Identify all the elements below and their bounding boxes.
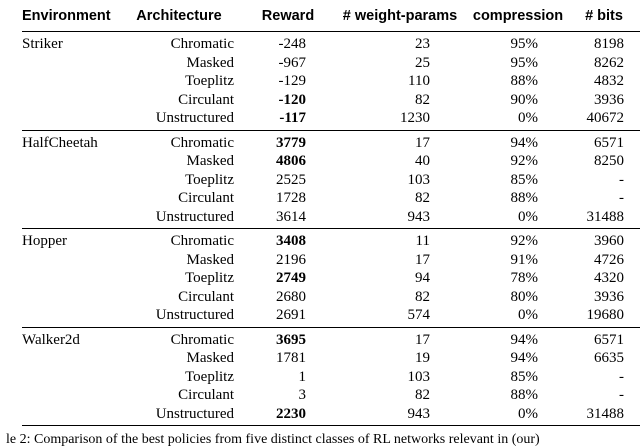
cell-weight-params: 11 [415,233,430,250]
cell-weight-params: 82 [415,190,430,207]
cell-environment [22,54,114,73]
cell-architecture: Toeplitz [185,270,234,287]
cell-bits: 6635 [594,350,624,367]
cell-bits: 3960 [594,233,624,250]
cell-compression: 88% [510,190,538,207]
header-bits: # bits [568,0,640,32]
cell-bits: 19680 [568,306,640,327]
cell-compression: 95% [510,36,538,53]
results-table [22,0,640,32]
table-row [22,405,640,426]
cell-weight-params: 1230 [332,109,468,130]
cell-compression: 85% [510,171,538,188]
cell-compression: 94% [510,134,538,151]
cell-compression: 94% [510,350,538,367]
cell-environment: HalfCheetah [22,134,98,151]
cell-compression: 95% [510,54,538,71]
cell-bits: 4832 [594,73,624,90]
cell-architecture: Unstructured [114,405,244,426]
table-row [22,386,640,405]
table-row [22,152,640,171]
cell-compression: 88% [510,387,538,404]
cell-architecture: Toeplitz [185,368,234,385]
environment-group [22,327,640,426]
cell-reward: 2680 [276,288,306,305]
cell-bits: 3936 [594,288,624,305]
table-row [22,306,640,327]
cell-reward: 1728 [276,190,306,207]
table-row [22,208,640,229]
cell-reward: 2196 [276,251,306,268]
cell-architecture: Chromatic [170,331,234,348]
table-row [22,229,640,251]
cell-reward: 2749 [276,270,306,287]
cell-environment [22,386,114,405]
cell-reward: 2525 [276,171,306,188]
environment-group [22,32,640,130]
table-caption: le 2: Comparison of the best policies from five distinct classes of RL networks relevant in (our) [6,432,540,447]
environment-group [22,130,640,229]
table-row [22,72,640,91]
cell-weight-params: 82 [415,387,430,404]
cell-weight-params: 25 [415,54,430,71]
table-row [22,269,640,288]
table-row [22,109,640,130]
cell-environment: Striker [22,36,63,52]
header-compression: compression [468,0,568,32]
cell-weight-params: 82 [415,288,430,305]
cell-bits: 8262 [594,54,624,71]
cell-environment [22,306,114,327]
cell-architecture: Chromatic [170,36,234,53]
cell-weight-params: 110 [408,73,430,90]
table-row [22,288,640,307]
cell-bits: - [619,387,624,404]
cell-weight-params: 943 [332,405,468,426]
cell-environment [22,269,114,288]
cell-architecture: Circulant [178,387,234,404]
cell-architecture: Toeplitz [185,171,234,188]
cell-environment [22,405,114,426]
cell-bits: 31488 [568,208,640,229]
cell-environment [22,189,114,208]
cell-weight-params: 17 [415,134,430,151]
cell-weight-params: 943 [332,208,468,229]
cell-compression: 92% [510,153,538,170]
cell-environment [22,349,114,368]
cell-weight-params: 23 [415,36,430,53]
cell-architecture: Circulant [178,190,234,207]
cell-architecture: Unstructured [114,109,244,130]
cell-compression: 92% [510,233,538,250]
cell-compression: 80% [510,288,538,305]
cell-weight-params: 82 [415,91,430,108]
cell-architecture: Masked [186,54,234,71]
cell-reward: -117 [244,109,332,130]
cell-environment [22,251,114,270]
cell-environment [22,72,114,91]
cell-reward: -248 [278,36,306,53]
cell-bits: - [619,368,624,385]
cell-bits: 4726 [594,251,624,268]
results-table-body [22,32,640,426]
cell-reward: 2230 [244,405,332,426]
cell-bits: 4320 [594,270,624,287]
cell-environment [22,152,114,171]
cell-weight-params: 19 [415,350,430,367]
cell-compression: 0% [468,208,568,229]
cell-bits: - [619,171,624,188]
header-weight-params: # weight-params [332,0,468,32]
cell-bits: 6571 [594,331,624,348]
cell-environment: Walker2d [22,331,80,348]
table-row [22,54,640,73]
results-table-container [22,0,640,426]
table-row [22,349,640,368]
cell-reward: 3779 [276,134,306,151]
cell-bits: - [619,190,624,207]
cell-environment [22,368,114,387]
header-architecture: Architecture [114,0,244,32]
cell-architecture: Masked [186,350,234,367]
cell-architecture: Unstructured [114,208,244,229]
cell-compression: 0% [468,405,568,426]
cell-bits: 40672 [568,109,640,130]
table-row [22,171,640,190]
cell-weight-params: 574 [332,306,468,327]
cell-compression: 88% [510,73,538,90]
cell-reward: -120 [278,91,306,108]
cell-environment [22,109,114,130]
cell-architecture: Circulant [178,288,234,305]
cell-environment [22,208,114,229]
cell-architecture: Masked [186,153,234,170]
table-row [22,368,640,387]
cell-bits: 6571 [594,134,624,151]
cell-reward: -967 [278,54,306,71]
cell-weight-params: 17 [415,331,430,348]
cell-reward: -129 [278,73,306,90]
cell-compression: 0% [468,109,568,130]
cell-weight-params: 17 [415,251,430,268]
cell-compression: 90% [510,91,538,108]
cell-architecture: Chromatic [170,233,234,250]
cell-reward: 3 [298,387,306,404]
cell-reward: 2691 [244,306,332,327]
cell-reward: 3408 [276,233,306,250]
table-row [22,130,640,152]
cell-environment [22,288,114,307]
cell-weight-params: 103 [407,171,430,188]
cell-weight-params: 103 [407,368,430,385]
cell-architecture: Masked [186,251,234,268]
header-environment: Environment [22,0,114,32]
cell-bits: 8250 [594,153,624,170]
cell-weight-params: 40 [415,153,430,170]
table-row [22,91,640,110]
table-row [22,32,640,54]
cell-bits: 8198 [594,36,624,53]
cell-compression: 94% [510,331,538,348]
cell-reward: 3695 [276,331,306,348]
cell-weight-params: 94 [415,270,430,287]
cell-architecture: Toeplitz [185,73,234,90]
cell-environment [22,171,114,190]
cell-reward: 3614 [244,208,332,229]
table-header-row [22,0,640,32]
cell-environment: Hopper [22,233,67,249]
cell-environment [22,91,114,110]
cell-bits: 3936 [594,91,624,108]
cell-reward: 4806 [276,153,306,170]
table-row [22,251,640,270]
cell-compression: 85% [510,368,538,385]
header-reward: Reward [244,0,332,32]
cell-reward: 1 [298,368,306,385]
cell-architecture: Circulant [178,91,234,108]
cell-compression: 91% [510,251,538,268]
cell-architecture: Unstructured [114,306,244,327]
table-row [22,189,640,208]
cell-architecture: Chromatic [170,134,234,151]
cell-bits: 31488 [568,405,640,426]
table-row [22,327,640,349]
cell-compression: 78% [510,270,538,287]
environment-group [22,229,640,328]
cell-reward: 1781 [276,350,306,367]
cell-compression: 0% [468,306,568,327]
